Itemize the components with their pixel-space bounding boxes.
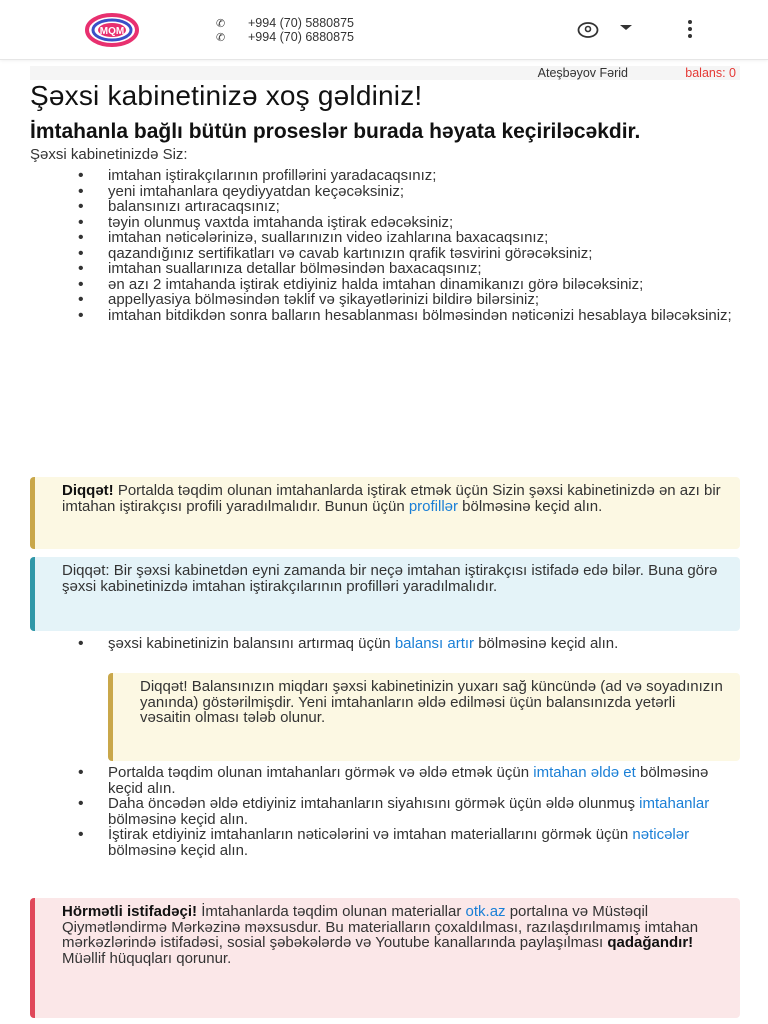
alert-emphasis: qadağandır! [607, 934, 694, 952]
intro-text: Şəxsi kabinetinizdə Siz: [30, 146, 188, 163]
danger-alert-copyright [30, 898, 740, 1018]
alert-heading: Diqqət! [62, 482, 114, 499]
list-item [108, 796, 740, 827]
balance-link[interactable]: balans: 0 [685, 66, 736, 80]
user-icon[interactable] [577, 20, 599, 40]
otk-az-link[interactable]: otk.az [465, 903, 506, 920]
profiles-link[interactable]: profillər [408, 497, 459, 515]
feature-list [30, 168, 740, 323]
page-title: Şəxsi kabinetinizə xoş gəldiniz! [30, 80, 423, 111]
alert-text: portalına və Müstəqil Qiymətləndirmə Mərkəzinə məxsusdur. Bu materialların çoxaldılması, razılaşdırılmamış imtahan mərkəzlərində istifadəsi, sosial şəbəkələrdə və Youtube kanallarında paylaşılması [62, 903, 699, 952]
info-alert [30, 557, 740, 631]
list-item [108, 636, 740, 652]
page-subtitle: İmtahanla bağlı bütün proseslər burada həyata keçiriləcəkdir. [30, 120, 641, 143]
list-item-text: İştirak etdiyiniz imtahanların nəticələrini və imtahan materiallarını görmək üçün [108, 826, 633, 844]
phone-row[interactable] [216, 30, 354, 44]
phone-list [216, 16, 354, 44]
phone-row[interactable] [216, 16, 354, 30]
logo-text: MQM [99, 26, 125, 37]
phone-number[interactable]: +994 (70) 6880875 [248, 30, 354, 44]
increase-balance-link[interactable]: balansı artır [394, 635, 475, 652]
alert-text: Portalda təqdim olunan imtahanlarda iştirak etmək üçün Sizin şəxsi kabinetinizdə ən azı bir imtahan iştirakçısı profili yaradılmalıdır. Bunun üçün [62, 482, 721, 515]
main-content [30, 82, 740, 323]
phone-icon: ✆ [216, 18, 226, 30]
list-item: • qazandığınız sertifikatları və cavab kartınızın qrafik təsvirini görəcəksiniz; [108, 246, 740, 262]
phone-number[interactable]: +994 (70) 5880875 [248, 16, 354, 30]
list-item [108, 827, 740, 858]
user-name[interactable]: Ateşbəyov Fərid [537, 66, 628, 80]
get-exam-link[interactable]: imtahan əldə et [533, 764, 636, 781]
list-item-text: bölməsinə keçid alın. [108, 764, 709, 797]
warning-alert-profile [30, 477, 740, 549]
list-item: • imtahan iştirakçılarının profillərini yaradacaqsınız; [108, 168, 740, 184]
mqm-logo[interactable] [66, 10, 156, 50]
navigation-list [108, 765, 740, 859]
list-item: • ən azı 2 imtahanda iştirak etdiyiniz halda imtahan dinamikanızı görə biləcəksiniz; [108, 277, 740, 293]
site-header [0, 0, 768, 60]
balance-list [108, 636, 740, 652]
alert-text: bölməsinə keçid alın. [458, 497, 603, 515]
alert-text: Diqqət: Bir şəxsi kabinetdən eyni zamanda bir neçə imtahan iştirakçısı istifadə edə bilər. Buna görə şəxsi kabinetinizdə imtahan iştirakçılarının profilləri yaradılmalıdır. [62, 562, 718, 595]
warning-alert-balance [108, 673, 740, 761]
list-item-text: bölməsinə keçid alın. [474, 635, 619, 652]
exams-link[interactable]: imtahanlar [639, 795, 710, 813]
list-item: • yeni imtahanlara qeydiyyatdan keçəcəksiniz; [108, 184, 740, 200]
results-link[interactable]: nəticələr [632, 826, 690, 844]
list-item-text: şəxsi kabinetinizin balansını artırmaq üçün [108, 635, 395, 652]
list-item: • balansınızı artıracaqsınız; [108, 199, 740, 215]
list-item [108, 765, 740, 796]
list-item: • təyin olunmuş vaxtda imtahanda iştirak edəcəksiniz; [108, 215, 740, 231]
alert-heading: Hörmətli istifadəçi! [62, 903, 198, 920]
list-item-text: bölməsinə keçid alın. [108, 810, 249, 828]
list-item-text: bölməsinə keçid alın. [108, 841, 249, 859]
user-bar [30, 66, 740, 80]
list-item: • appellyasiya bölməsindən təklif və şikayətlərinizi bildirə bilərsiniz; [108, 292, 740, 308]
chevron-down-icon[interactable] [620, 25, 632, 30]
phone-icon: ✆ [216, 32, 226, 44]
kebab-menu-icon[interactable] [688, 20, 692, 38]
list-item: • imtahan bitdikdən sonra balların hesablanması bölməsindən nəticənizi hesablaya biləcəksiniz; [108, 308, 740, 324]
alert-text: Müəllif hüquqları qorunur. [62, 949, 232, 967]
list-item-text: Daha öncədən əldə etdiyiniz imtahanların siyahısını görmək üçün əldə olunmuş [108, 795, 640, 813]
alert-text: İmtahanlarda təqdim olunan materiallar [197, 903, 466, 920]
list-item: • imtahan nəticələrinizə, suallarınızın video izahlarına baxacaqsınız; [108, 230, 740, 246]
alert-text: Diqqət! Balansınızın miqdarı şəxsi kabinetinizin yuxarı sağ küncündə (ad və soyadınızın yanında) göstərilmişdir. Yeni imtahanların əldə edilməsi üçün balansınızda yetərli vəsaitin olması tələb olunur. [140, 678, 723, 727]
list-item: • imtahan suallarınıza detallar bölməsindən baxacaqsınız; [108, 261, 740, 277]
list-item-text: Portalda təqdim olunan imtahanları görmək və əldə etmək üçün [108, 764, 534, 781]
